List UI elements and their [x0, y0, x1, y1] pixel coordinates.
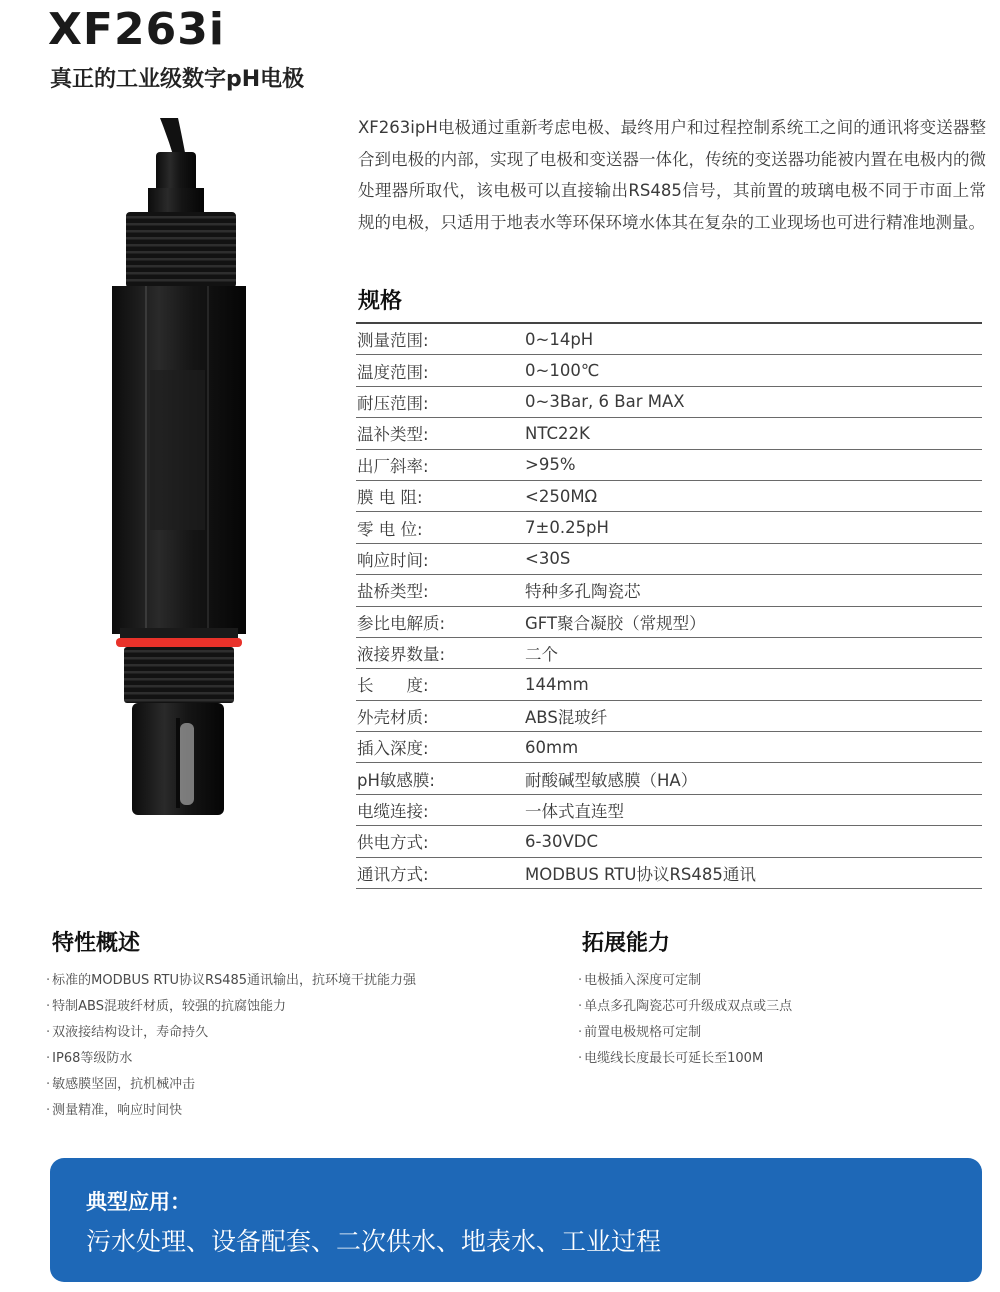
spec-label: 通讯方式: [356, 857, 525, 888]
features-heading: 特性概述 [52, 931, 141, 956]
feature-item: · 标准的MODBUS RTU协议RS485通讯输出，抗环境干扰能力强 [46, 968, 416, 994]
spec-row [356, 323, 982, 355]
extension-item: · 电极插入深度可定制 [578, 968, 792, 994]
spec-value: NTC22K [525, 418, 982, 449]
application-heading: 典型应用： [86, 1190, 191, 1214]
product-model: XF263i [48, 4, 225, 55]
spec-row [356, 606, 982, 637]
spec-value: >95% [525, 449, 982, 480]
spec-label: 响应时间: [356, 543, 525, 574]
spec-label: 零 电 位: [356, 512, 525, 543]
spec-label: 液接界数量: [356, 637, 525, 668]
spec-row [356, 669, 982, 700]
spec-value: 特种多孔陶瓷芯 [525, 575, 982, 606]
feature-item: · 特制ABS混玻纤材质，较强的抗腐蚀能力 [46, 994, 416, 1020]
spec-row [356, 637, 982, 668]
extensions-heading: 拓展能力 [582, 931, 671, 956]
spec-value: 144mm [525, 669, 982, 700]
extension-item: · 前置电极规格可定制 [578, 1020, 792, 1046]
spec-label: 测量范围: [356, 323, 525, 355]
spec-label: 耐压范围: [356, 386, 525, 417]
spec-value: 7±0.25pH [525, 512, 982, 543]
spec-label: 供电方式: [356, 826, 525, 857]
spec-value: 一体式直连型 [525, 794, 982, 825]
spec-value: 60mm [525, 732, 982, 763]
spec-row [356, 418, 982, 449]
spec-value: 0~3Bar, 6 Bar MAX [525, 386, 982, 417]
spec-value: MODBUS RTU协议RS485通讯 [525, 857, 982, 888]
spec-row [356, 543, 982, 574]
spec-label: 插入深度: [356, 732, 525, 763]
specs-heading: 规格 [358, 289, 403, 314]
spec-label: 参比电解质: [356, 606, 525, 637]
extension-item: · 电缆线长度最长可延长至100M [578, 1046, 792, 1072]
spec-row [356, 857, 982, 888]
spec-label: 出厂斜率: [356, 449, 525, 480]
spec-row [356, 794, 982, 825]
product-description: XF263ipH电极通过重新考虑电极、最终用户和过程控制系统工之间的通讯将变送器整合到电极的内部，实现了电极和变送器一体化，传统的变送器功能被内置在电极内的微处理器所取代，该电极可以直接输出RS485信号，其前置的玻璃电极不同于市面上常规的电极，只适用于地表水等环保环境水体其在复杂的工业现场也可进行精准地测量。 [358, 118, 986, 232]
spec-row [356, 763, 982, 794]
spec-label: 温补类型: [356, 418, 525, 449]
product-subtitle: 真正的工业级数字pH电极 [50, 67, 305, 92]
extensions-list [578, 968, 792, 1072]
spec-value: GFT聚合凝胶（常规型） [525, 606, 982, 637]
extension-item: · 单点多孔陶瓷芯可升级成双点或三点 [578, 994, 792, 1020]
feature-item: · 测量精准，响应时间快 [46, 1098, 416, 1124]
spec-row [356, 480, 982, 511]
spec-row [356, 700, 982, 731]
spec-value: 0~14pH [525, 323, 982, 355]
spec-row [356, 512, 982, 543]
spec-row [356, 386, 982, 417]
application-text: 污水处理、设备配套、二次供水、地表水、工业过程 [86, 1227, 662, 1256]
application-banner [50, 1158, 982, 1282]
spec-label: 温度范围: [356, 355, 525, 386]
spec-row [356, 449, 982, 480]
spec-value: 0~100℃ [525, 355, 982, 386]
spec-label: 长 度: [356, 669, 525, 700]
spec-label: 膜 电 阻: [356, 480, 525, 511]
spec-label: pH敏感膜: [356, 763, 525, 794]
feature-item: · IP68等级防水 [46, 1046, 416, 1072]
spec-row [356, 355, 982, 386]
ph-electrode-photo [90, 118, 280, 818]
spec-value: 耐酸碱型敏感膜（HA） [525, 763, 982, 794]
spec-value: 二个 [525, 637, 982, 668]
spec-row [356, 732, 982, 763]
specs-table [356, 322, 982, 889]
spec-label: 外壳材质: [356, 700, 525, 731]
features-list [46, 968, 416, 1124]
spec-label: 盐桥类型: [356, 575, 525, 606]
spec-row [356, 826, 982, 857]
spec-label: 电缆连接: [356, 794, 525, 825]
spec-value: ABS混玻纤 [525, 700, 982, 731]
spec-row [356, 575, 982, 606]
feature-item: · 双液接结构设计，寿命持久 [46, 1020, 416, 1046]
spec-value: 6-30VDC [525, 826, 982, 857]
spec-value: <30S [525, 543, 982, 574]
feature-item: · 敏感膜坚固，抗机械冲击 [46, 1072, 416, 1098]
spec-value: <250MΩ [525, 480, 982, 511]
